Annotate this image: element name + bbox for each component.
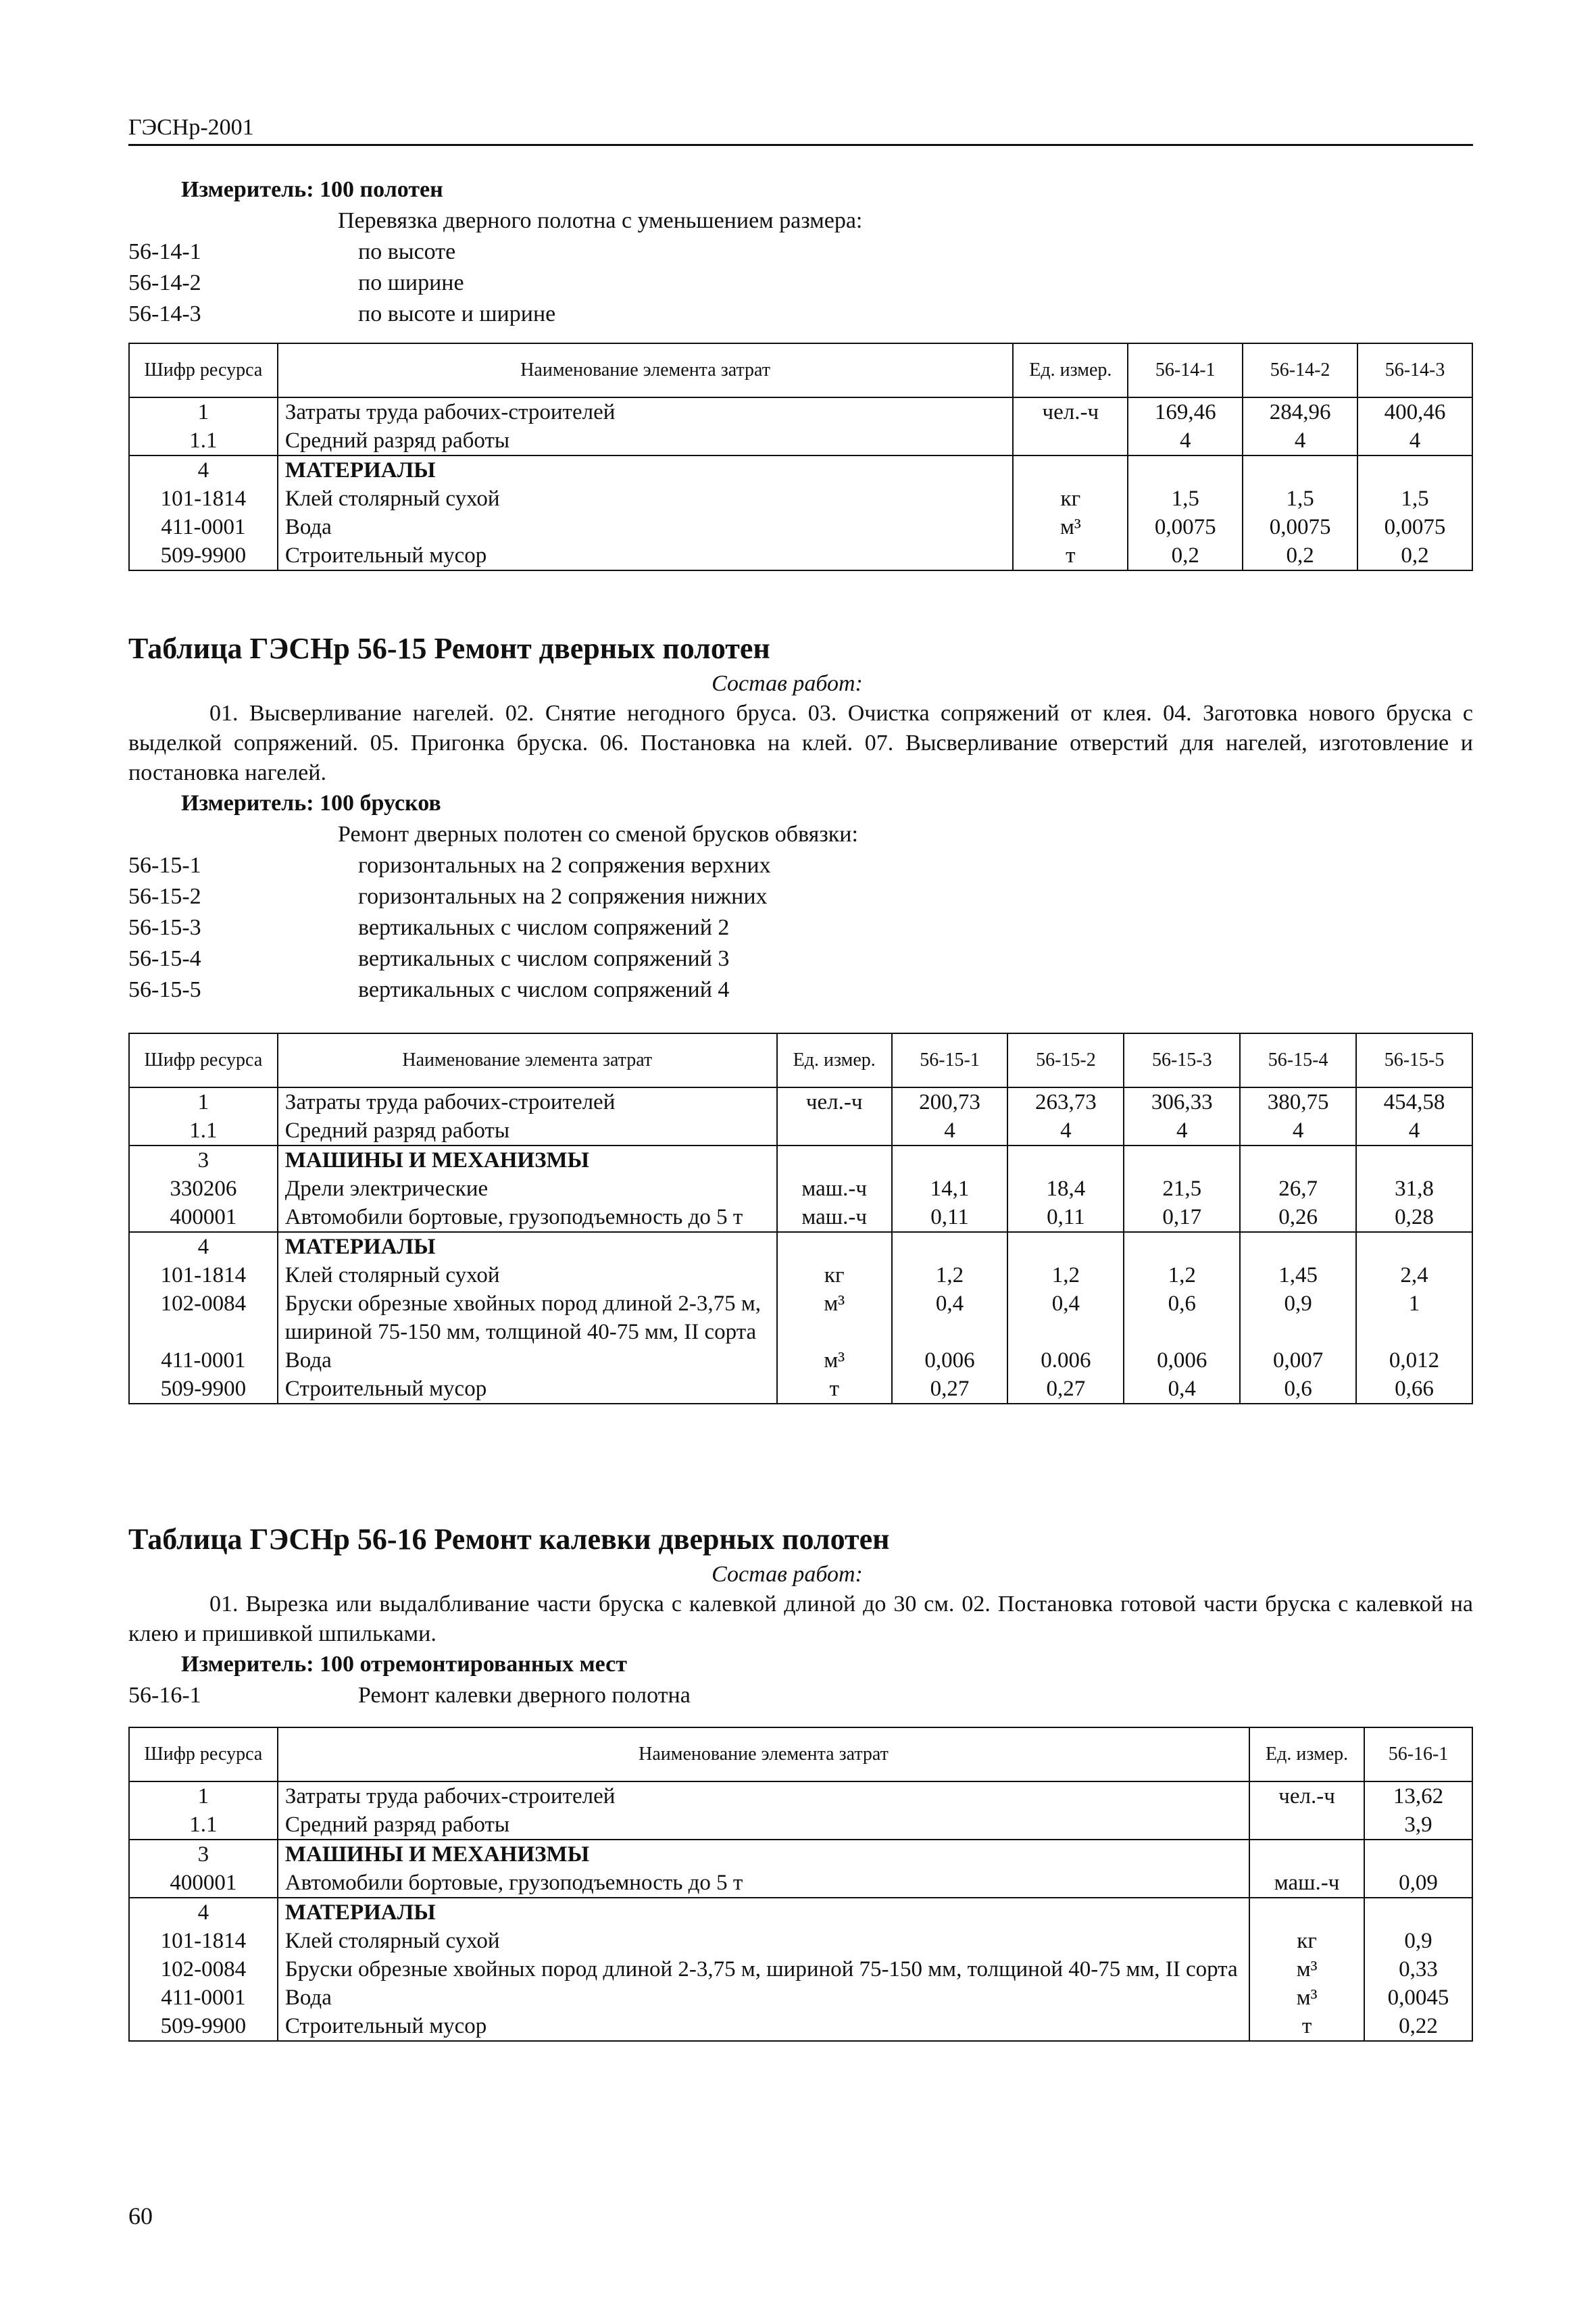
- value-cell: 0,2: [1128, 541, 1243, 570]
- unit-cell: маш.-ч: [777, 1175, 892, 1203]
- cost-element-cell: Средний разряд работы: [278, 426, 1014, 456]
- value-cell: 0,27: [892, 1375, 1008, 1404]
- value-cell: 0,11: [1007, 1203, 1124, 1232]
- table-row: [129, 1232, 1472, 1261]
- value-cell: [1007, 1232, 1124, 1261]
- resource-code-cell: 411-0001: [129, 513, 278, 541]
- table-row: [129, 1811, 1472, 1840]
- value-cell: 4: [1007, 1116, 1124, 1146]
- header-rule: [128, 144, 1473, 146]
- value-cell: 4: [1243, 426, 1357, 456]
- column-header: 56-14-2: [1243, 343, 1357, 397]
- unit-cell: т: [777, 1375, 892, 1404]
- value-cell: 0,007: [1240, 1346, 1356, 1375]
- unit-cell: [777, 1232, 892, 1261]
- resource-code-cell: 509-9900: [129, 541, 278, 570]
- cost-element-cell: МАТЕРИАЛЫ: [278, 1232, 777, 1261]
- value-cell: 169,46: [1128, 397, 1243, 426]
- list-item: [128, 881, 1473, 912]
- resource-code-cell: 509-9900: [129, 2012, 278, 2041]
- value-cell: 1,5: [1128, 485, 1243, 513]
- unit-cell: [1249, 1811, 1364, 1840]
- item-text: по ширине: [358, 270, 464, 295]
- cost-element-cell: Автомобили бортовые, грузоподъемность до 5 т: [278, 1869, 1249, 1898]
- value-cell: 0,4: [892, 1289, 1008, 1346]
- item-code: 56-15-5: [128, 977, 201, 1002]
- list-item: [128, 975, 1473, 1006]
- list-item: [128, 299, 1473, 330]
- resource-code-cell: 400001: [129, 1203, 278, 1232]
- column-header: Шифр ресурса: [129, 1727, 278, 1781]
- cost-element-cell: Клей столярный сухой: [278, 485, 1014, 513]
- resource-code-cell: 101-1814: [129, 485, 278, 513]
- table-header-row: [129, 1727, 1472, 1781]
- unit-cell: маш.-ч: [777, 1203, 892, 1232]
- value-cell: 18,4: [1007, 1175, 1124, 1203]
- value-cell: 0,33: [1364, 1955, 1472, 1984]
- value-cell: 26,7: [1240, 1175, 1356, 1203]
- item-code: 56-14-1: [128, 239, 201, 264]
- item-text: Ремонт калевки дверного полотна: [358, 1683, 691, 1708]
- sec2-title: Таблица ГЭСНр 56-15 Ремонт дверных полотен: [128, 632, 770, 665]
- cost-element-cell: МАТЕРИАЛЫ: [278, 456, 1014, 485]
- resource-code-cell: 4: [129, 1898, 278, 1927]
- table-row: [129, 2012, 1472, 2041]
- sec3-table: [128, 1727, 1473, 2042]
- resource-code-cell: 1.1: [129, 426, 278, 456]
- resource-code-cell: 101-1814: [129, 1261, 278, 1289]
- value-cell: 1,2: [892, 1261, 1008, 1289]
- resource-code-cell: 1: [129, 397, 278, 426]
- value-cell: 14,1: [892, 1175, 1008, 1203]
- resource-code-cell: 101-1814: [129, 1927, 278, 1955]
- item-code: 56-15-3: [128, 915, 201, 940]
- value-cell: 3,9: [1364, 1811, 1472, 1840]
- resource-code-cell: 4: [129, 1232, 278, 1261]
- column-header: Шифр ресурса: [129, 343, 278, 397]
- value-cell: 0,4: [1124, 1375, 1240, 1404]
- value-cell: 0,0075: [1243, 513, 1357, 541]
- sec2-measure: Измеритель: 100 брусков: [181, 791, 441, 816]
- value-cell: [1124, 1146, 1240, 1175]
- table-row: [129, 1261, 1472, 1289]
- value-cell: [1128, 456, 1243, 485]
- value-cell: 4: [1124, 1116, 1240, 1146]
- value-cell: 1,5: [1357, 485, 1472, 513]
- cost-element-cell: МАШИНЫ И МЕХАНИЗМЫ: [278, 1840, 1249, 1869]
- resource-code-cell: 102-0084: [129, 1955, 278, 1984]
- item-code: 56-14-3: [128, 301, 201, 326]
- item-code: 56-15-2: [128, 884, 201, 909]
- unit-cell: кг: [1013, 485, 1128, 513]
- cost-element-cell: МАТЕРИАЛЫ: [278, 1898, 1249, 1927]
- value-cell: [1356, 1232, 1472, 1261]
- value-cell: [1357, 456, 1472, 485]
- resource-code-cell: 1: [129, 1087, 278, 1116]
- value-cell: 306,33: [1124, 1087, 1240, 1116]
- value-cell: 4: [1240, 1116, 1356, 1146]
- value-cell: 0,22: [1364, 2012, 1472, 2041]
- sec3-items: [128, 1680, 1473, 1711]
- sec2-header: [128, 629, 1473, 1006]
- item-text: горизонтальных на 2 сопряжения верхних: [358, 853, 771, 878]
- table-header-row: [129, 1033, 1472, 1087]
- value-cell: 454,58: [1356, 1087, 1472, 1116]
- unit-cell: чел.-ч: [1013, 397, 1128, 426]
- value-cell: 200,73: [892, 1087, 1008, 1116]
- value-cell: 13,62: [1364, 1781, 1472, 1811]
- unit-cell: м³: [777, 1289, 892, 1346]
- table-row: [129, 1898, 1472, 1927]
- value-cell: [892, 1146, 1008, 1175]
- list-item: [128, 850, 1473, 881]
- column-header: 56-15-5: [1356, 1033, 1472, 1087]
- cost-element-cell: Вода: [278, 1346, 777, 1375]
- table-row: [129, 1955, 1472, 1984]
- cost-element-cell: Затраты труда рабочих-строителей: [278, 1781, 1249, 1811]
- unit-cell: кг: [1249, 1927, 1364, 1955]
- cost-element-cell: Вода: [278, 1984, 1249, 2012]
- value-cell: 0,6: [1240, 1375, 1356, 1404]
- value-cell: 0,006: [1124, 1346, 1240, 1375]
- item-code: 56-15-4: [128, 946, 201, 971]
- cost-element-cell: Вода: [278, 513, 1014, 541]
- list-item: [128, 912, 1473, 943]
- resource-code-cell: 3: [129, 1146, 278, 1175]
- value-cell: 0,09: [1364, 1869, 1472, 1898]
- table-row: [129, 1984, 1472, 2012]
- column-header: 56-14-1: [1128, 343, 1243, 397]
- cost-element-cell: Автомобили бортовые, грузоподъемность до 5 т: [278, 1203, 777, 1232]
- value-cell: 0,2: [1243, 541, 1357, 570]
- table-row: [129, 1175, 1472, 1203]
- cost-element-cell: Дрели электрические: [278, 1175, 777, 1203]
- value-cell: 380,75: [1240, 1087, 1356, 1116]
- unit-cell: [1249, 1840, 1364, 1869]
- column-header: 56-15-2: [1007, 1033, 1124, 1087]
- table-row: [129, 1146, 1472, 1175]
- value-cell: 0,66: [1356, 1375, 1472, 1404]
- table-row: [129, 397, 1472, 426]
- item-text: по высоте: [358, 239, 456, 264]
- cost-element-cell: Бруски обрезные хвойных пород длиной 2-3,75 м, шириной 75-150 мм, толщиной 40-75 мм, II сорта: [278, 1955, 1249, 1984]
- column-header: Наименование элемента затрат: [278, 1033, 777, 1087]
- table-row: [129, 1289, 1472, 1346]
- sec1-intro: Перевязка дверного полотна с уменьшением размера:: [338, 208, 863, 233]
- column-header: Шифр ресурса: [129, 1033, 278, 1087]
- table-row: [129, 426, 1472, 456]
- value-cell: [1364, 1840, 1472, 1869]
- value-cell: 0,4: [1007, 1289, 1124, 1346]
- value-cell: 0,0075: [1357, 513, 1472, 541]
- table-row: [129, 1116, 1472, 1146]
- value-cell: 0,26: [1240, 1203, 1356, 1232]
- unit-cell: т: [1249, 2012, 1364, 2041]
- unit-cell: т: [1013, 541, 1128, 570]
- running-head: ГЭСНр-2001: [128, 115, 254, 140]
- sec3-header: [128, 1519, 1473, 1711]
- value-cell: 0,11: [892, 1203, 1008, 1232]
- cost-element-cell: Затраты труда рабочих-строителей: [278, 397, 1014, 426]
- list-item: [128, 268, 1473, 299]
- sec1-measure: Измеритель: 100 полотен: [181, 177, 443, 202]
- table-row: [129, 1869, 1472, 1898]
- resource-code-cell: 3: [129, 1840, 278, 1869]
- cost-element-cell: Бруски обрезные хвойных пород длиной 2-3,75 м, шириной 75-150 мм, толщиной 40-75 мм, II сорта: [278, 1289, 777, 1346]
- unit-cell: м³: [1013, 513, 1128, 541]
- page-number: 60: [128, 2202, 153, 2230]
- value-cell: 0,006: [892, 1346, 1008, 1375]
- resource-code-cell: 330206: [129, 1175, 278, 1203]
- column-header: Наименование элемента затрат: [278, 1727, 1249, 1781]
- cost-element-cell: Средний разряд работы: [278, 1116, 777, 1146]
- resource-code-cell: 4: [129, 456, 278, 485]
- value-cell: 31,8: [1356, 1175, 1472, 1203]
- table-row: [129, 1781, 1472, 1811]
- list-item: [128, 237, 1473, 268]
- sec3-title: Таблица ГЭСНр 56-16 Ремонт калевки дверных полотен: [128, 1523, 890, 1556]
- value-cell: 21,5: [1124, 1175, 1240, 1203]
- table-header-row: [129, 343, 1472, 397]
- item-code: 56-16-1: [128, 1683, 201, 1708]
- sec2-sostav-label: Состав работ:: [712, 671, 863, 696]
- value-cell: 4: [892, 1116, 1008, 1146]
- column-header: Ед. измер.: [1013, 343, 1128, 397]
- value-cell: [1124, 1232, 1240, 1261]
- cost-element-cell: Строительный мусор: [278, 1375, 777, 1404]
- resource-code-cell: 1.1: [129, 1116, 278, 1146]
- column-header: Ед. измер.: [1249, 1727, 1364, 1781]
- unit-cell: чел.-ч: [777, 1087, 892, 1116]
- sec1-header: [128, 174, 1473, 330]
- cost-element-cell: Затраты труда рабочих-строителей: [278, 1087, 777, 1116]
- sec3-measure: Измеритель: 100 отремонтированных мест: [181, 1652, 627, 1677]
- cost-element-cell: Средний разряд работы: [278, 1811, 1249, 1840]
- value-cell: 1,2: [1124, 1261, 1240, 1289]
- cost-element-cell: МАШИНЫ И МЕХАНИЗМЫ: [278, 1146, 777, 1175]
- list-item: [128, 943, 1473, 975]
- table-row: [129, 513, 1472, 541]
- value-cell: 263,73: [1007, 1087, 1124, 1116]
- value-cell: 0,2: [1357, 541, 1472, 570]
- item-text: вертикальных с числом сопряжений 2: [358, 915, 730, 940]
- value-cell: [1243, 456, 1357, 485]
- unit-cell: м³: [777, 1346, 892, 1375]
- resource-code-cell: 1: [129, 1781, 278, 1811]
- value-cell: 4: [1356, 1116, 1472, 1146]
- value-cell: 0.006: [1007, 1346, 1124, 1375]
- value-cell: [1364, 1898, 1472, 1927]
- item-text: горизонтальных на 2 сопряжения нижних: [358, 884, 768, 909]
- table-row: [129, 1087, 1472, 1116]
- resource-code-cell: 411-0001: [129, 1346, 278, 1375]
- value-cell: 0,17: [1124, 1203, 1240, 1232]
- item-code: 56-15-1: [128, 853, 201, 878]
- value-cell: 400,46: [1357, 397, 1472, 426]
- value-cell: [1007, 1146, 1124, 1175]
- table-row: [129, 1840, 1472, 1869]
- item-text: вертикальных с числом сопряжений 3: [358, 946, 730, 971]
- resource-code-cell: 102-0084: [129, 1289, 278, 1346]
- unit-cell: [1013, 426, 1128, 456]
- value-cell: [1240, 1146, 1356, 1175]
- table-row: [129, 1203, 1472, 1232]
- value-cell: [1240, 1232, 1356, 1261]
- value-cell: 284,96: [1243, 397, 1357, 426]
- resource-code-cell: 400001: [129, 1869, 278, 1898]
- sec2-sostav-text: 01. Высверливание нагелей. 02. Снятие негодного бруса. 03. Очистка сопряжений от клея. 04. Заготовка нового бруска с выделкой сопряжений. 05. Пригонка бруска. 06. Постановка на клей. 07. Высверливание отверстий для нагелей, изготовление и постановка нагелей.: [128, 701, 1473, 785]
- value-cell: 0,012: [1356, 1346, 1472, 1375]
- column-header: 56-15-4: [1240, 1033, 1356, 1087]
- column-header: Наименование элемента затрат: [278, 343, 1014, 397]
- sec2-table: [128, 1033, 1473, 1404]
- sec2-intro: Ремонт дверных полотен со сменой брусков обвязки:: [338, 822, 858, 847]
- cost-element-cell: Строительный мусор: [278, 2012, 1249, 2041]
- item-text: по высоте и ширине: [358, 301, 556, 326]
- value-cell: [1356, 1146, 1472, 1175]
- table-row: [129, 1346, 1472, 1375]
- table-row: [129, 1375, 1472, 1404]
- cost-element-cell: Строительный мусор: [278, 541, 1014, 570]
- value-cell: 0,0075: [1128, 513, 1243, 541]
- column-header: 56-15-1: [892, 1033, 1008, 1087]
- unit-cell: [777, 1146, 892, 1175]
- table-row: [129, 1927, 1472, 1955]
- column-header: 56-16-1: [1364, 1727, 1472, 1781]
- column-header: 56-14-3: [1357, 343, 1472, 397]
- unit-cell: [777, 1116, 892, 1146]
- unit-cell: м³: [1249, 1955, 1364, 1984]
- unit-cell: [1013, 456, 1128, 485]
- table-row: [129, 456, 1472, 485]
- table-row: [129, 485, 1472, 513]
- unit-cell: м³: [1249, 1984, 1364, 2012]
- item-text: вертикальных с числом сопряжений 4: [358, 977, 730, 1002]
- value-cell: 0,6: [1124, 1289, 1240, 1346]
- resource-code-cell: 509-9900: [129, 1375, 278, 1404]
- column-header: 56-15-3: [1124, 1033, 1240, 1087]
- column-header: Ед. измер.: [777, 1033, 892, 1087]
- unit-cell: маш.-ч: [1249, 1869, 1364, 1898]
- sec2-items: [128, 850, 1473, 1006]
- item-code: 56-14-2: [128, 270, 201, 295]
- value-cell: 4: [1128, 426, 1243, 456]
- resource-code-cell: 411-0001: [129, 1984, 278, 2012]
- value-cell: 1,5: [1243, 485, 1357, 513]
- sec3-sostav-label: Состав работ:: [712, 1562, 863, 1587]
- value-cell: 1,2: [1007, 1261, 1124, 1289]
- value-cell: 0,9: [1364, 1927, 1472, 1955]
- value-cell: [892, 1232, 1008, 1261]
- sec1-table: [128, 343, 1473, 571]
- unit-cell: чел.-ч: [1249, 1781, 1364, 1811]
- list-item: [128, 1680, 1473, 1711]
- unit-cell: кг: [777, 1261, 892, 1289]
- value-cell: 0,28: [1356, 1203, 1472, 1232]
- value-cell: 2,4: [1356, 1261, 1472, 1289]
- table-row: [129, 541, 1472, 570]
- value-cell: 0,9: [1240, 1289, 1356, 1346]
- cost-element-cell: Клей столярный сухой: [278, 1927, 1249, 1955]
- value-cell: 4: [1357, 426, 1472, 456]
- value-cell: 1,45: [1240, 1261, 1356, 1289]
- unit-cell: [1249, 1898, 1364, 1927]
- value-cell: 0,0045: [1364, 1984, 1472, 2012]
- sec1-items: [128, 237, 1473, 330]
- resource-code-cell: 1.1: [129, 1811, 278, 1840]
- sec3-sostav-text: 01. Вырезка или выдалбливание части бруска с калевкой длиной до 30 см. 02. Постановка готовой части бруска с калевкой на клею и пришивкой шпильками.: [128, 1592, 1473, 1646]
- cost-element-cell: Клей столярный сухой: [278, 1261, 777, 1289]
- value-cell: 0,27: [1007, 1375, 1124, 1404]
- value-cell: 1: [1356, 1289, 1472, 1346]
